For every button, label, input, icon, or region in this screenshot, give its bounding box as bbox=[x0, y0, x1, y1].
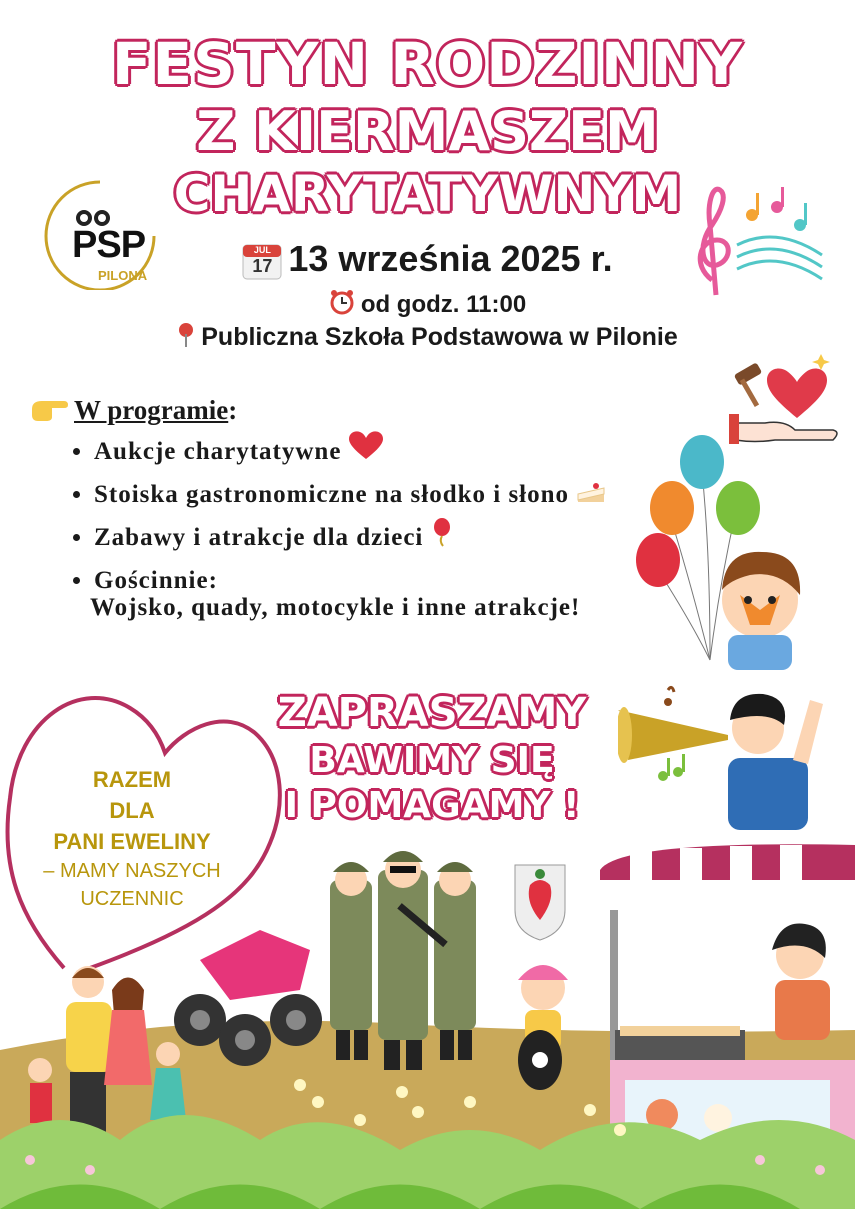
event-place: Publiczna Szkoła Podstawowa w Pilonie bbox=[201, 323, 678, 352]
charity-line-3: PANI EWELINY bbox=[53, 829, 211, 854]
slogan-line-3: I POMAGAMY ! bbox=[284, 785, 580, 826]
program-item-kids: • Zabawy i atrakcje dla dzieci bbox=[94, 516, 654, 559]
program-item-food: • Stoiska gastronomiczne na słodko i słono bbox=[94, 473, 654, 516]
program-item-guests: • Gościnnie: bbox=[94, 559, 654, 602]
alarm-clock-icon bbox=[329, 289, 355, 322]
charity-line-4: – MAMY NASZYCH bbox=[43, 860, 221, 882]
charity-line-2: DLA bbox=[109, 798, 155, 823]
event-time: od godz. 11:00 bbox=[360, 290, 527, 318]
heart-icon bbox=[349, 431, 383, 475]
bottom-scene-illustration bbox=[0, 840, 855, 1209]
program-heading-text: W programie bbox=[74, 395, 229, 425]
slogan-line-1: ZAPRASZAMY bbox=[277, 690, 587, 736]
logo-name: PILONA bbox=[98, 268, 148, 283]
charity-line-5: UCZENNIC bbox=[80, 888, 184, 910]
pin-icon bbox=[177, 322, 195, 355]
title-line-3: CHARYTATYWNYM bbox=[0, 165, 855, 223]
charity-line-1: RAZEM bbox=[92, 767, 172, 792]
logo-abbr: PSP bbox=[72, 224, 146, 266]
balloon-icon bbox=[431, 517, 453, 561]
cake-icon bbox=[576, 475, 606, 518]
program-item-auctions: • Aukcje charytatywne bbox=[94, 430, 654, 473]
event-time-row bbox=[0, 289, 855, 322]
title-line-2: Z KIERMASZEM bbox=[0, 100, 855, 163]
program-heading bbox=[74, 395, 237, 426]
program-heading-colon: : bbox=[228, 395, 238, 425]
calendar-month: JUL bbox=[253, 245, 271, 256]
trumpet-boy-illustration bbox=[618, 680, 828, 830]
calendar-day: 17 bbox=[252, 256, 273, 277]
slogan-line-2: BAWIMY SIĘ bbox=[309, 740, 555, 781]
guest-details: Wojsko, quady, motocykle i inne atrakcje! bbox=[90, 594, 581, 621]
calendar-icon bbox=[242, 242, 282, 280]
event-date-row bbox=[0, 238, 855, 280]
event-date: 13 września 2025 r. bbox=[288, 238, 613, 279]
program-list bbox=[60, 430, 654, 602]
title-line-1: FESTYN RODZINNY bbox=[0, 30, 855, 98]
pointing-hand-icon bbox=[30, 397, 68, 430]
balloons-boy-illustration bbox=[630, 430, 855, 670]
